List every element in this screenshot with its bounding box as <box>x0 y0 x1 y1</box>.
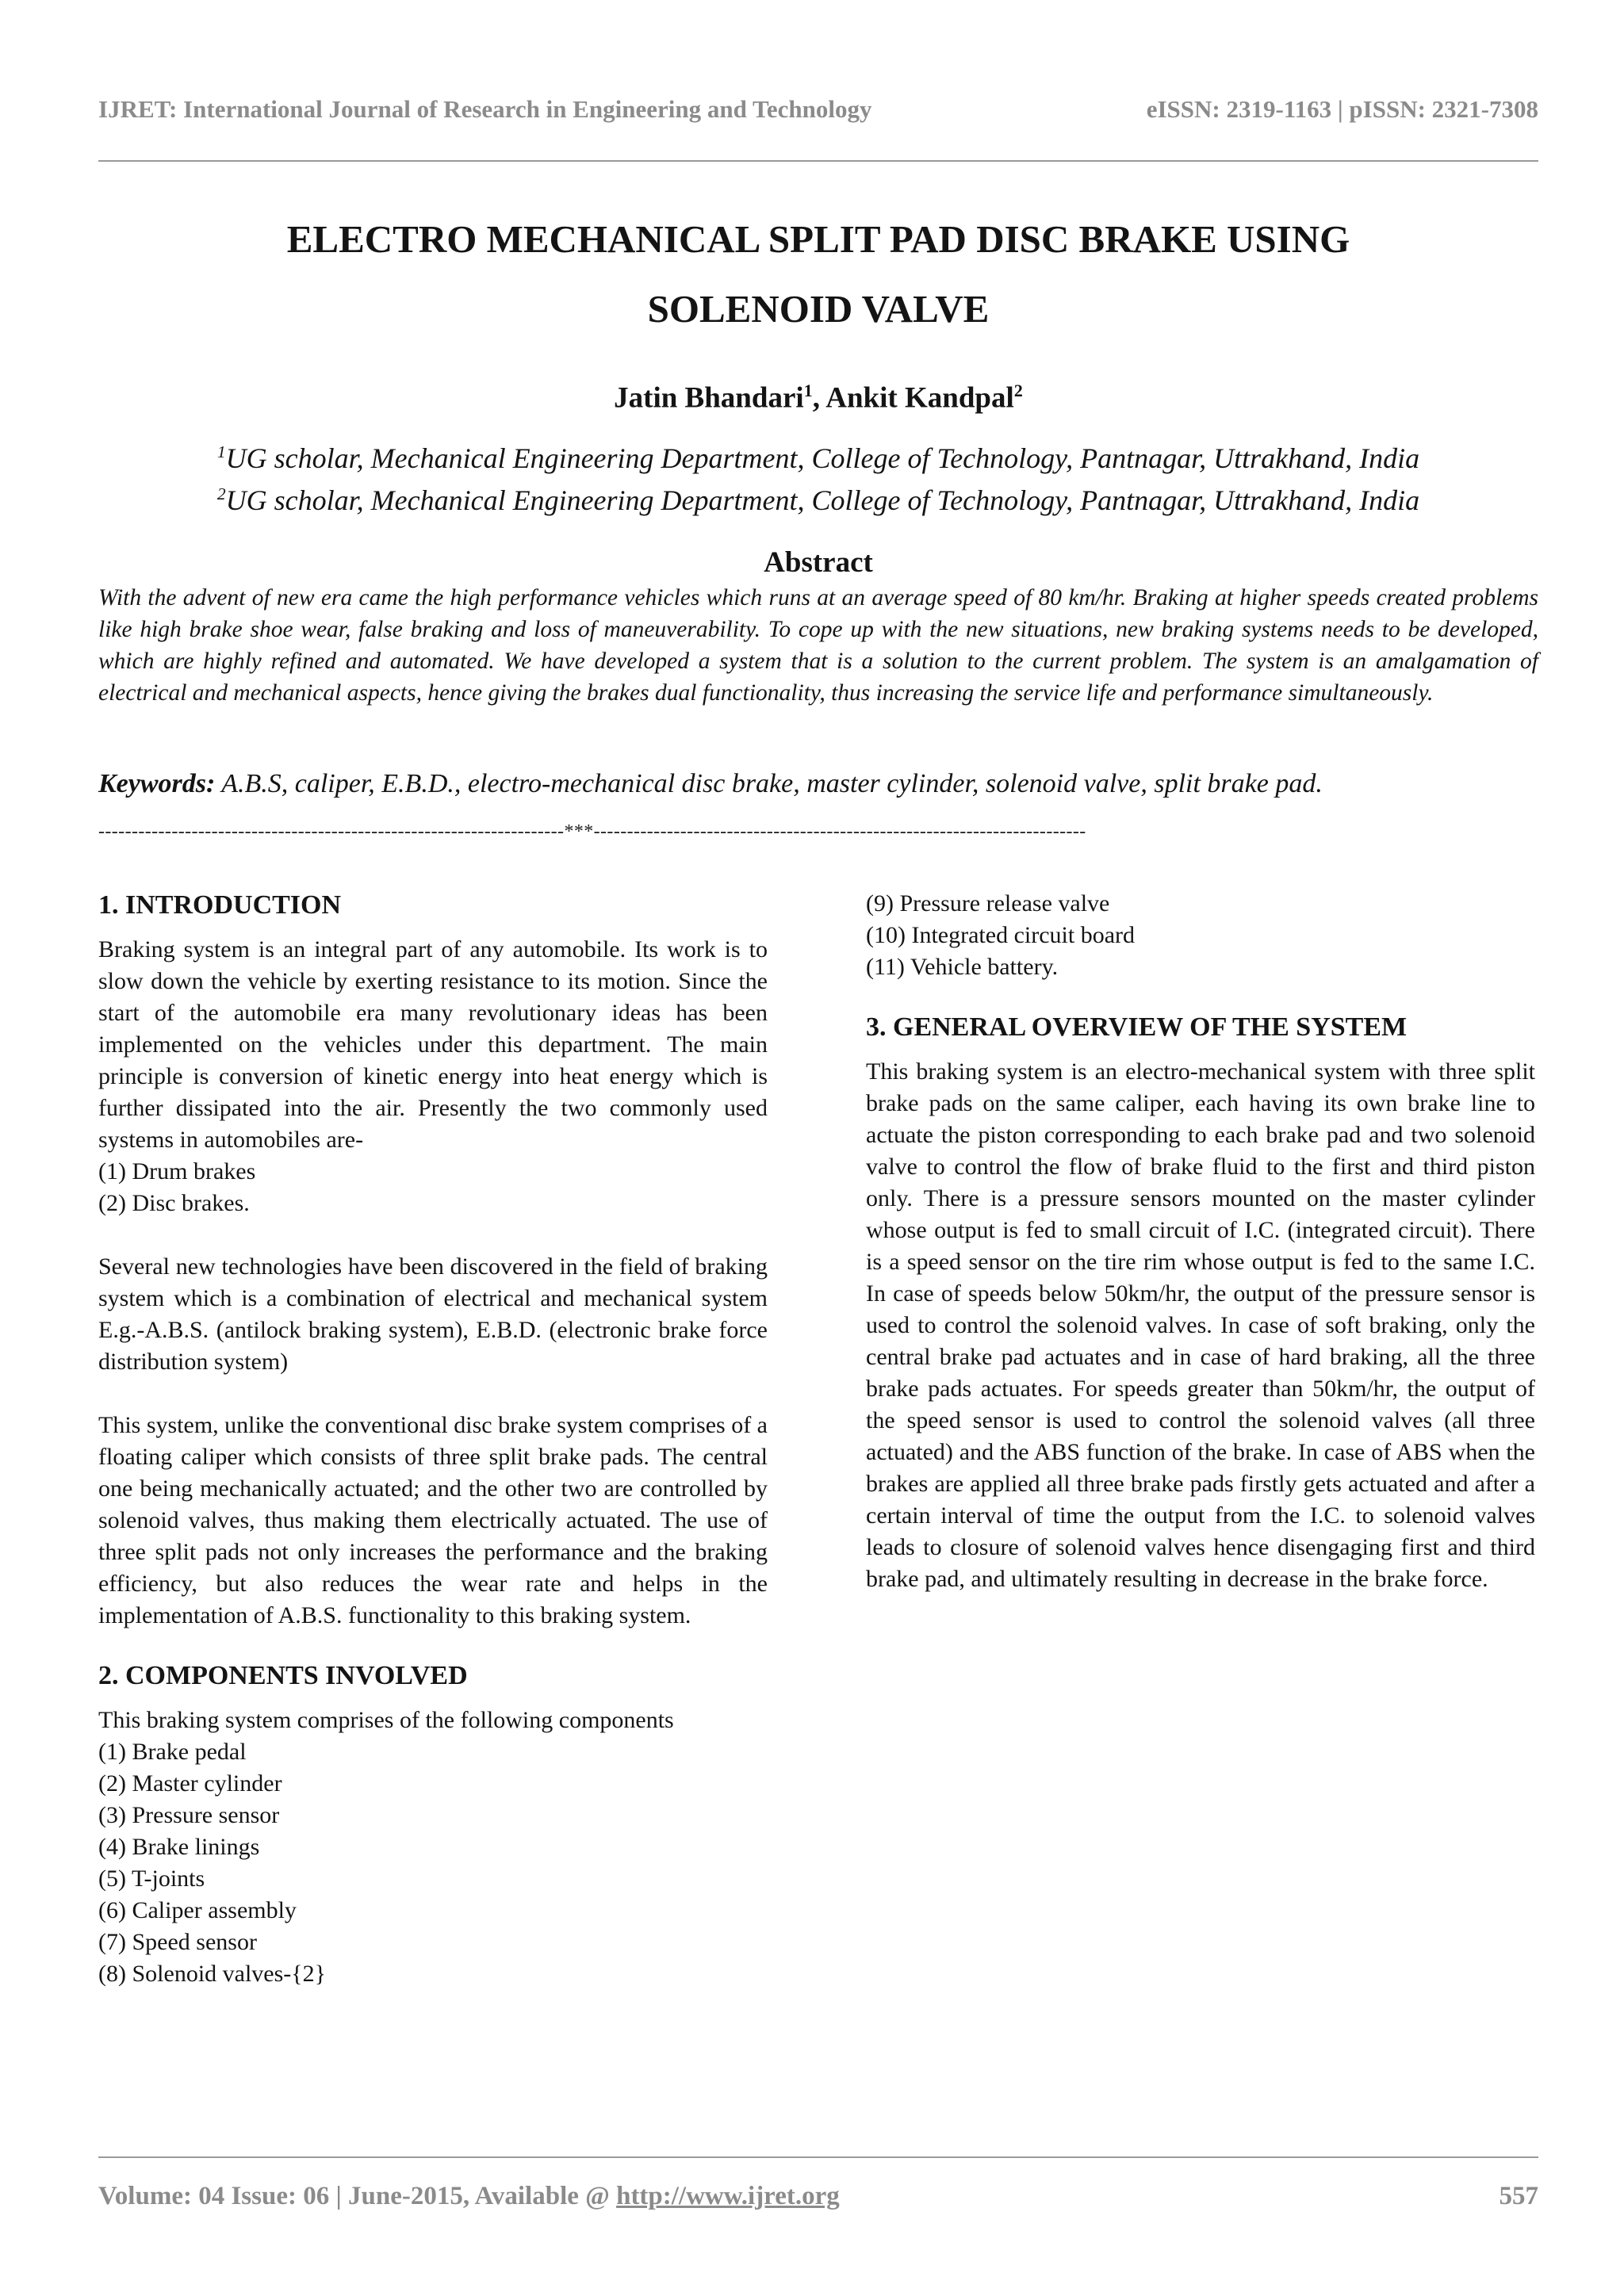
affiliation-2 <box>98 476 1538 519</box>
author-2: Ankit Kandpal <box>825 381 1014 415</box>
header-rule <box>98 160 1538 162</box>
intro-paragraph-3: This system, unlike the conventional disc brake system comprises of a floating caliper which consists of three split brake pads. The central one being mechanically actuated; and the other two are controlled by solenoid valves, thus making them electrically actuated. The use of three split pads not only increases the performance and the braking efficiency, but also reduces the wear rate and helps in the implementation of A.B.S. functionality to this braking system. <box>98 1412 768 1628</box>
author-1-sup: 1 <box>803 381 813 400</box>
right-column <box>866 888 1535 1595</box>
overview-paragraph: This braking system is an electro-mechanical system with three split brake pads on the same caliper, each having its own brake line to actuate the piston corresponding to each brake pad and two solenoid valve to control the flow of brake fluid to the first and third piston only. There is a pressure sensors mounted on the master cylinder whose output is fed to small circuit of I.C. (integrated circuit). There is a speed sensor on the tire rim whose output is fed to the same I.C. In case of speeds below 50km/hr, the output of the pressure sensor is used to control the solenoid valves. In case of soft braking, only the central brake pad actuates and in case of hard braking, all the three brake pads actuates. For speeds greater than 50km/hr, the output of the speed sensor is used to control the solenoid valves (all three actuated) and the ABS function of the brake. In case of ABS when the brakes are applied all three brake pads firstly gets actuated and after a certain interval of time the output from the I.C. to solenoid valves leads to closure of solenoid valves hence disengaging first and third brake pad, and ultimately resulting in decrease in the brake force. <box>866 1058 1535 1592</box>
intro-paragraph-2: Several new technologies have been discovered in the field of braking system which is a combination of electrical and mechanical system E.g.-A.B.S. (antilock braking system), E.B.D. (electronic brake force distribution system) <box>98 1253 768 1375</box>
footer-volume <box>98 2182 840 2211</box>
abstract-heading: Abstract <box>764 546 873 579</box>
components-heading: 2. COMPONENTS INVOLVED <box>98 1661 468 1690</box>
keywords-label: Keywords: <box>98 769 216 798</box>
affiliation-1 <box>98 434 1538 476</box>
paper-title <box>98 205 1538 344</box>
footer-rule <box>98 2156 1538 2158</box>
list-item: (2) Disc brakes. <box>98 1190 250 1216</box>
abstract-text: With the advent of new era came the high performance vehicles which runs at an average speed of 80 km/hr. Braking at higher speeds created problems like high brake shoe wear, false braking and loss of maneuverability. To cope up with the new situations, new braking systems needs to be developed, which are highly refined and automated. We have developed a system that is a solution to the current problem. The system is an amalgamation of electrical and mechanical aspects, hence giving the brakes dual functionality, thus increasing the service life and performance simultaneously. <box>98 585 1538 706</box>
list-item: (6) Caliper assembly <box>98 1897 297 1923</box>
affiliations <box>98 434 1538 519</box>
footer-volume-text: Volume: 04 Issue: 06 | June-2015, Available @ <box>98 2182 617 2210</box>
list-item: (9) Pressure release valve <box>866 890 1110 916</box>
left-column <box>98 888 768 1990</box>
title-line-1: ELECTRO MECHANICAL SPLIT PAD DISC BRAKE USING <box>286 217 1350 261</box>
list-item: (1) Drum brakes <box>98 1158 256 1184</box>
list-item: (2) Master cylinder <box>98 1770 282 1797</box>
list-item: (7) Speed sensor <box>98 1929 257 1955</box>
section-divider: ----------------------------------------------------------------------***-------------------------------------------------------------------------- <box>98 821 1086 842</box>
author-separator: , <box>812 381 826 415</box>
list-item: (11) Vehicle battery. <box>866 954 1059 980</box>
list-item: (1) Brake pedal <box>98 1739 247 1765</box>
running-footer <box>98 2182 1538 2221</box>
author-2-sup: 2 <box>1013 381 1023 400</box>
keywords <box>98 769 1538 799</box>
running-header <box>98 95 1538 143</box>
affiliation-2-sup: 2 <box>216 484 226 503</box>
page-number: 557 <box>1499 2182 1538 2210</box>
journal-link[interactable]: http://www.ijret.org <box>616 2182 840 2210</box>
list-item: (10) Integrated circuit board <box>866 922 1136 948</box>
list-item: (5) T-joints <box>98 1866 205 1892</box>
intro-heading: 1. INTRODUCTION <box>98 890 342 920</box>
affiliation-1-text: UG scholar, Mechanical Engineering Department, College of Technology, Pantnagar, Uttrakhand, India <box>225 442 1420 474</box>
authors <box>98 381 1538 415</box>
list-item: (4) Brake linings <box>98 1834 260 1860</box>
list-item: (3) Pressure sensor <box>98 1802 280 1828</box>
overview-heading: 3. GENERAL OVERVIEW OF THE SYSTEM <box>866 1012 1408 1042</box>
keywords-text: A.B.S, caliper, E.B.D., electro-mechanical disc brake, master cylinder, solenoid valve, split brake pad. <box>215 769 1323 798</box>
author-1: Jatin Bhandari <box>614 381 804 415</box>
affiliation-1-sup: 1 <box>216 442 226 461</box>
journal-name: IJRET: International Journal of Research in Engineering and Technology <box>98 95 872 123</box>
issn: eISSN: 2319-1163 | pISSN: 2321-7308 <box>1146 95 1538 123</box>
title-line-2: SOLENOID VALVE <box>647 287 990 331</box>
intro-paragraph-1: Braking system is an integral part of any automobile. Its work is to slow down the vehicle by exerting resistance to its motion. Since the start of the automobile era many revolutionary ideas has been implemented on the vehicles under this department. The main principle is conversion of kinetic energy into heat energy which is further dissipated into the air. Presently the two commonly used systems in automobiles are- <box>98 936 768 1153</box>
list-item: (8) Solenoid valves-{2} <box>98 1961 327 1987</box>
affiliation-2-text: UG scholar, Mechanical Engineering Department, College of Technology, Pantnagar, Uttrakhand, India <box>225 484 1420 516</box>
components-intro: This braking system comprises of the following components <box>98 1707 674 1733</box>
